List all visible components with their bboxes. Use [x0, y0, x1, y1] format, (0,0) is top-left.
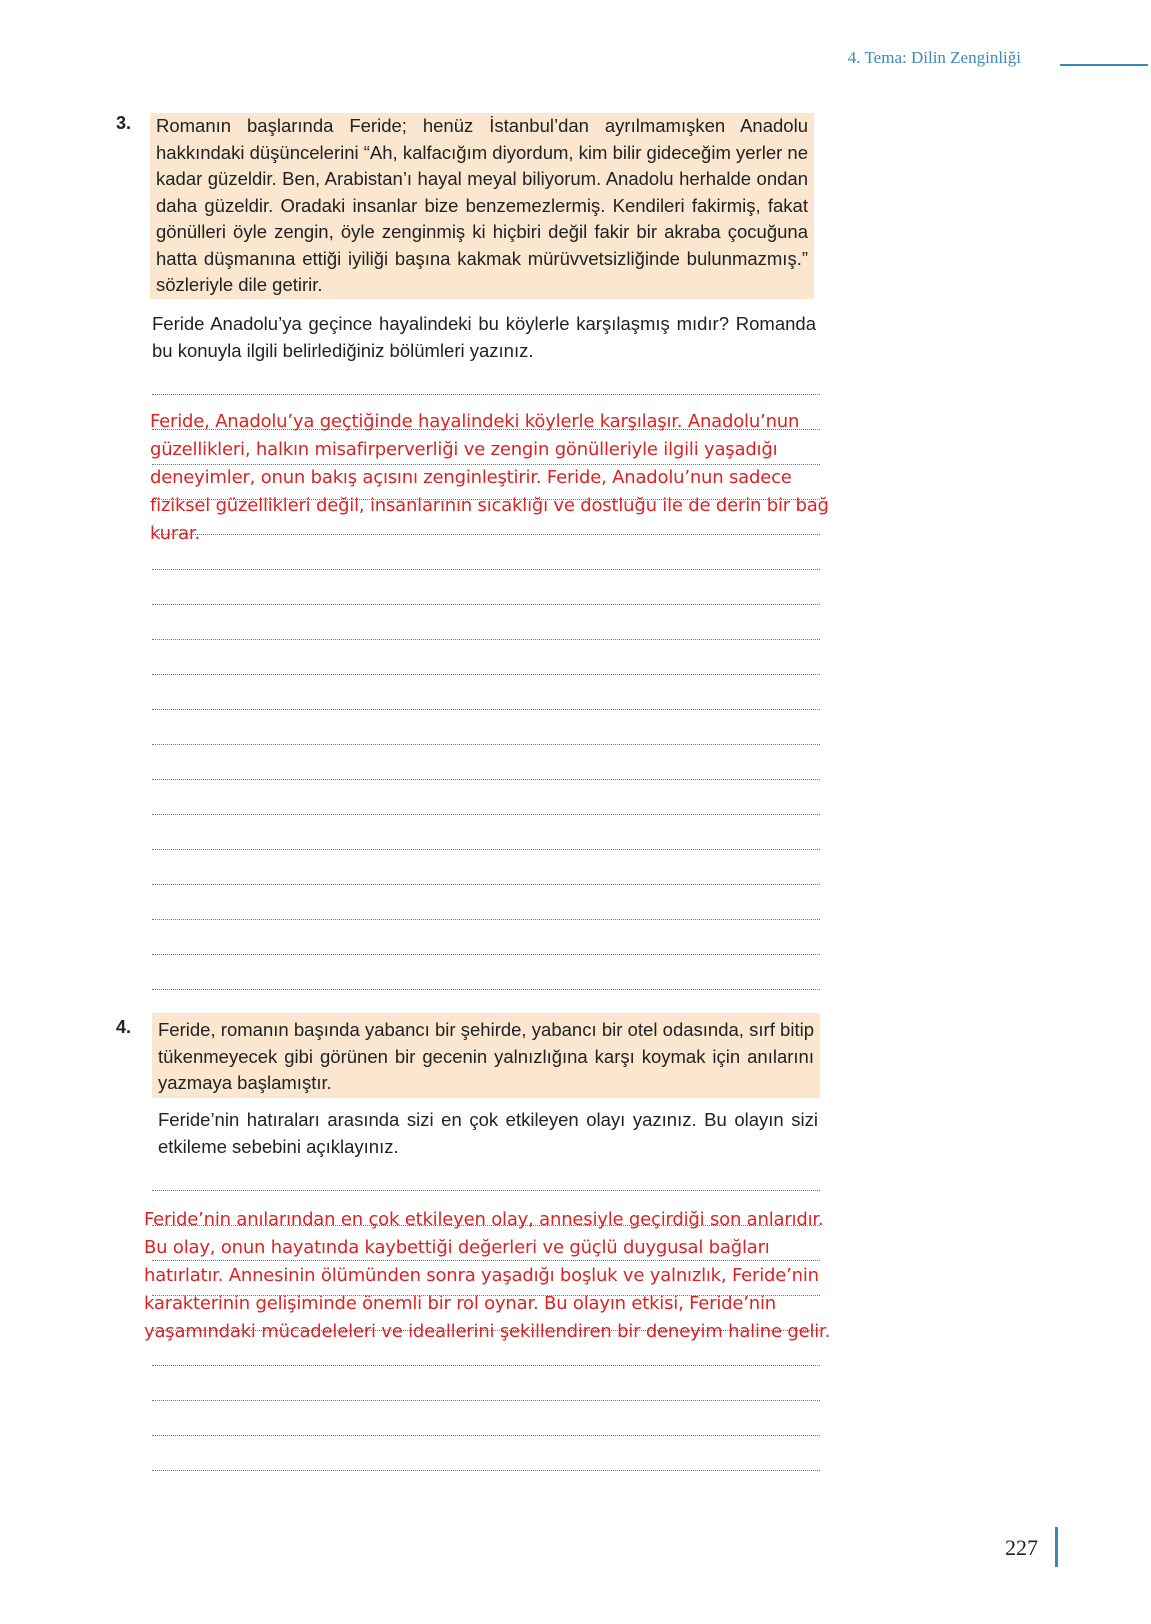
- question-prompt: Feride Anadolu’ya geçince hayalindeki bu köylerle karşılaşmış mıdır? Romanda bu konuyla ilgili belirlediğiniz bölümleri yazınız.: [152, 313, 816, 361]
- page-number-bar: [1055, 1527, 1058, 1567]
- quote-box: Feride, romanın başında yabancı bir şehirde, yabancı bir otel odasında, sırf bitip tükenmeyecek gibi görünen bir gecenin yalnızlığına karşı koymak için anılarını yazmaya başlamıştır.: [152, 1013, 820, 1098]
- answer-line[interactable]: [152, 989, 820, 990]
- answer-line[interactable]: [152, 779, 820, 780]
- answer-line[interactable]: [152, 1365, 820, 1366]
- answer-line[interactable]: [152, 849, 820, 850]
- header-rule: [1060, 64, 1148, 66]
- answer-line[interactable]: [152, 919, 820, 920]
- question-number: 4.: [116, 1017, 132, 1037]
- question-prompt: Feride’nin hatıraları arasında sizi en çok etkileyen olayı yazınız. Bu olayın sizi etkileme sebebini açıklayınız.: [158, 1109, 818, 1157]
- answer-line[interactable]: [152, 639, 820, 640]
- answer-line[interactable]: [152, 1435, 820, 1436]
- handwritten-answer: Feride, Anadolu’ya geçtiğinde hayalindeki köylerle karşılaşır. Anadolu’nun güzellikleri, halkın misafirperverliği ve zengin gönülleriyle ilgili yaşadığı deneyimler, onun bakış açısını zenginleştirir. Feride, Anadolu’nun sadece fiziksel güzellikleri değil, insanlarının sıcaklığı ve dostluğu ile de derin bir bağ kurar.: [150, 411, 829, 544]
- answer-line[interactable]: [152, 604, 820, 605]
- answer-line[interactable]: [152, 709, 820, 710]
- handwritten-answer: Feride’nin anılarından en çok etkileyen olay, annesiyle geçirdiği son anlarıdır. Bu olay, onun hayatında kaybettiği değerleri ve güçlü duygusal bağları hatırlatır. Annesinin ölümünden sonra yaşadığı boşluk ve yalnızlık, Feride’nin karakterinin gelişiminde önemli bir rol oynar. Bu olayın etkisi, Feride’nin yaşamındaki mücadeleleri ve ideallerini şekillendiren bir deneyim haline gelir.: [144, 1209, 831, 1342]
- answer-line[interactable]: [152, 394, 820, 395]
- theme-title: 4. Tema: Dilin Zenginliği: [847, 48, 1021, 67]
- quote-box: Romanın başlarında Feride; henüz İstanbul’dan ayrılmamışken Anadolu hakkındaki düşüncelerini “Ah, kalfacığım diyordum, kim bilir gideceğim yerler ne kadar güzeldir. Ben, Arabistan’ı hayal meyal biliyorum. Anadolu herhalde ondan daha güzeldir. Oradaki insanlar bize benzemezlermiş. Kendileri fakirmiş, fakat gönülleri öyle zengin, öyle zenginmiş ki hiçbiri değil fakir bir akraba çocuğuna hatta düşmanına ettiği iyiliği başına kakmak mürüvvetsizliğinde bulunmazmış.” sözleriyle dile getirir.: [150, 113, 814, 299]
- answer-line[interactable]: [152, 1470, 820, 1471]
- answer-line[interactable]: [152, 744, 820, 745]
- answer-line[interactable]: [152, 1400, 820, 1401]
- answer-line[interactable]: [152, 814, 820, 815]
- answer-line[interactable]: [152, 1190, 820, 1191]
- answer-line[interactable]: [152, 954, 820, 955]
- page-number: 227: [1005, 1535, 1038, 1560]
- question-number: 3.: [116, 113, 132, 133]
- answer-line[interactable]: [152, 674, 820, 675]
- answer-line[interactable]: [152, 569, 820, 570]
- answer-line[interactable]: [152, 884, 820, 885]
